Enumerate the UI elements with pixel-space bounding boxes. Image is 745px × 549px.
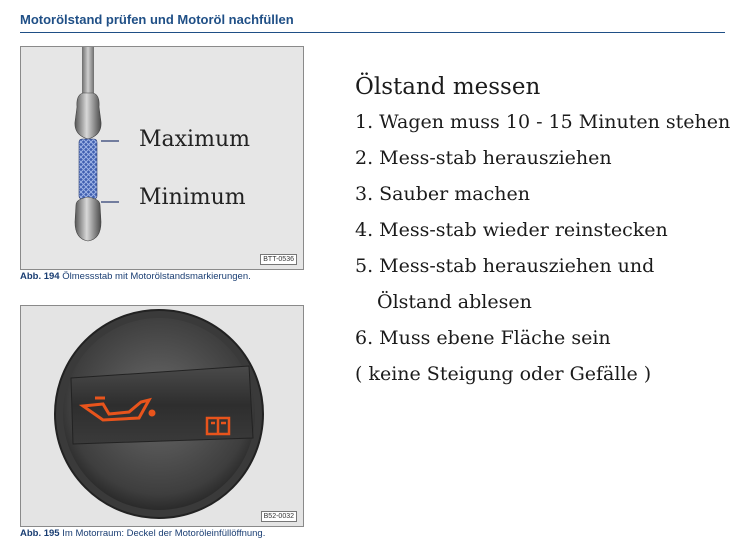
- list-item: ( keine Steigung oder Gefälle ): [355, 363, 652, 385]
- notes-steps: [355, 104, 735, 392]
- list-item: 5. Mess-stab herausziehen und: [355, 255, 655, 277]
- oil-level-notes: [355, 70, 735, 392]
- oil-cap-illustration: [21, 306, 303, 526]
- list-item: 2. Mess-stab herausziehen: [355, 147, 612, 169]
- caption-text: Ölmessstab mit Motorölstandsmarkierungen.: [62, 271, 251, 282]
- notes-title: Ölstand messen: [355, 74, 541, 100]
- figure-code: B52-0032: [261, 511, 297, 522]
- title-divider: [20, 32, 725, 33]
- caption-text: Im Motorraum: Deckel der Motoröleinfüllöffnung.: [62, 528, 266, 539]
- list-item: 6. Muss ebene Fläche sein: [355, 327, 611, 349]
- list-item: Ölstand ablesen: [377, 291, 532, 313]
- figure-caption: [20, 271, 251, 282]
- figure-number: Abb. 195: [20, 528, 60, 539]
- figure-number: Abb. 194: [20, 271, 60, 282]
- dipstick-illustration: [21, 47, 303, 269]
- list-item: 4. Mess-stab wieder reinstecken: [355, 219, 668, 241]
- oil-cap-figure: [20, 305, 304, 527]
- minimum-label: Minimum: [139, 185, 246, 210]
- page-title: Motorölstand prüfen und Motoröl nachfüllen: [20, 12, 294, 27]
- maximum-label: Maximum: [139, 127, 250, 152]
- figure-caption: [20, 528, 265, 539]
- list-item: 3. Sauber machen: [355, 183, 530, 205]
- figure-code: BTT-0536: [260, 254, 297, 265]
- list-item: 1. Wagen muss 10 - 15 Minuten stehen: [355, 111, 731, 133]
- dipstick-figure: [20, 46, 304, 270]
